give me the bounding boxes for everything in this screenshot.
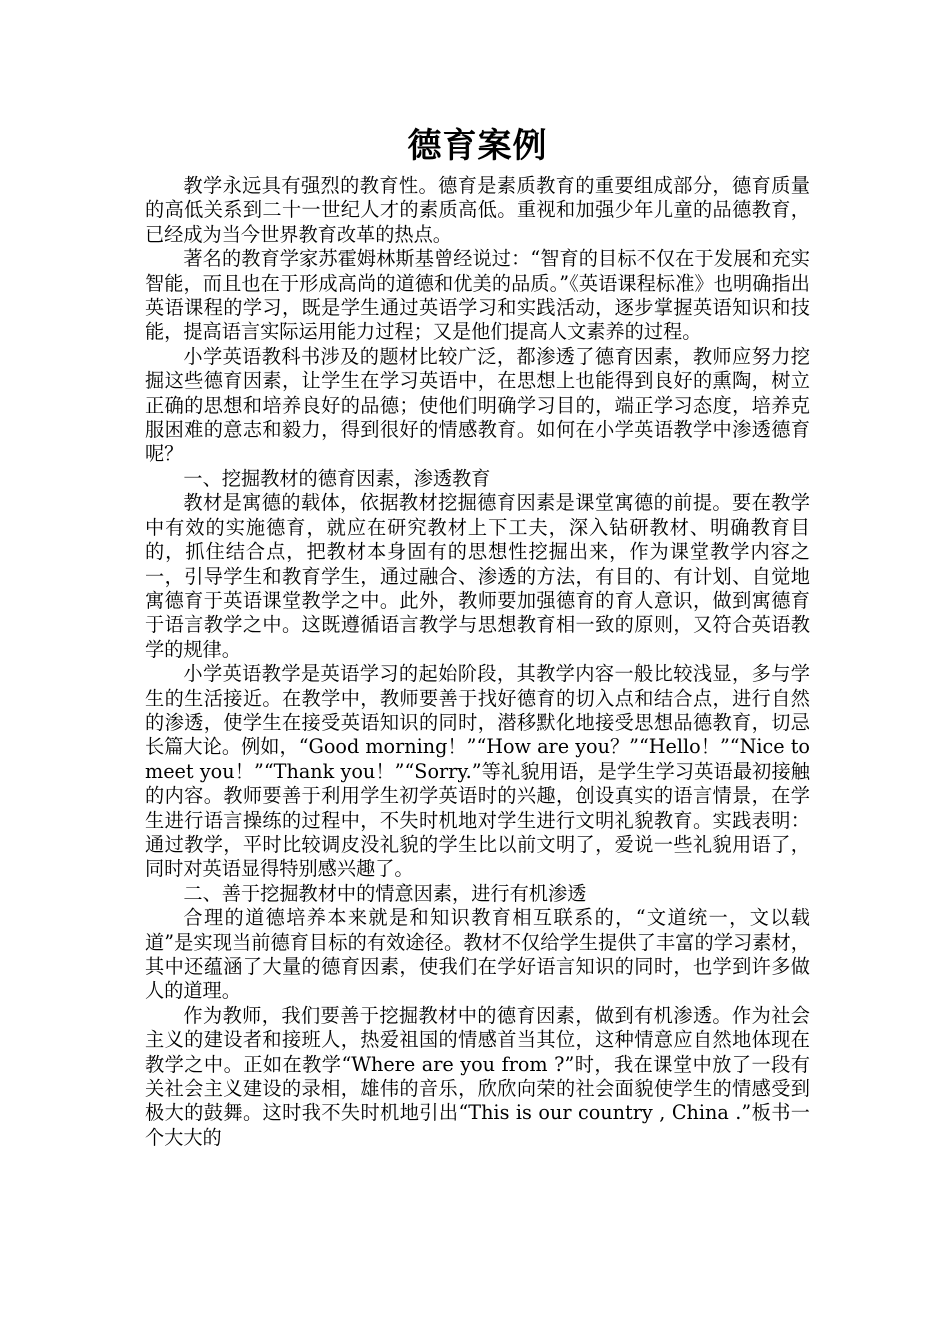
paragraph-5: 小学英语教学是英语学习的起始阶段，其教学内容一般比较浅显，多与学生的生活接近。在教学中，教师要善于找好德育的切入点和结合点，进行自然的渗透，使学生在接受英语知识的同时，潜移默化地接受思想品德教育，切忌长篇大论。例如，“Good morning！”“How are you？”“Hello！”“Nice to meet you！”“Thank you！”“Sorry.”等礼貌用语，是学生学习英语最初接触的内容。教师要善于利用学生初学英语时的兴趣，创设真实的语言情景，在学生进行语言操练的过程中，不失时机地对学生进行文明礼貌教育。实践表明：通过教学，平时比较调皮没礼貌的学生比以前文明了，爱说一些礼貌用语了，同时对英语显得特别感兴趣了。 <box>145 662 810 881</box>
section-heading-1: 一、挖掘教材的德育因素，渗透教育 <box>183 466 491 490</box>
paragraph-2: 著名的教育学家苏霍姆林斯基曾经说过：“智育的目标不仅在于发展和充实智能，而且也在于形成高尚的道德和优美的品质。”《英语课程标准》也明确指出英语课程的学习，既是学生通过英语学习和实践活动，逐步掌握英语知识和技能，提高语言实际运用能力过程；又是他们提高人文素养的过程。 <box>145 247 810 344</box>
paragraph-4: 教材是寓德的载体，依据教材挖掘德育因素是课堂寓德的前提。要在教学中有效的实施德育，就应在研究教材上下工夫，深入钻研教材、明确教育目的，抓住结合点，把教材本身固有的思想性挖掘出来，作为课堂教学内容之一，引导学生和教育学生，通过融合、渗透的方法，有目的、有计划、自觉地寓德育于英语课堂教学之中。此外，教师要加强德育的育人意识，做到寓德育于语言教学之中。这既遵循语言教学与思想教育相一致的原则，又符合英语教学的规律。 <box>145 491 810 661</box>
paragraph-3: 小学英语教科书涉及的题材比较广泛，都渗透了德育因素，教师应努力挖掘这些德育因素，让学生在学习英语中，在思想上也能得到良好的熏陶，树立正确的思想和培养良好的品德；使他们明确学习目的，端正学习态度，培养克服困难的意志和毅力，得到很好的情感教育。如何在小学英语教学中渗透德育呢？ <box>145 344 810 466</box>
paragraph-6: 合理的道德培养本来就是和知识教育相互联系的，“文道统一，文以载道”是实现当前德育目标的有效途径。教材不仅给学生提供了丰富的学习素材，其中还蕴涵了大量的德育因素，使我们在学好语言知识的同时，也学到许多做人的道理。 <box>145 906 810 1003</box>
section-heading-2: 二、善于挖掘教材中的情意因素，进行有机渗透 <box>183 881 587 905</box>
document-title: 德育案例 <box>407 126 548 166</box>
paragraph-1: 教学永远具有强烈的教育性。德育是素质教育的重要组成部分，德育质量的高低关系到二十一世纪人才的素质高低。重视和加强少年儿童的品德教育，已经成为当今世界教育改革的热点。 <box>145 174 810 246</box>
document-page <box>145 120 810 1150</box>
paragraph-7: 作为教师，我们要善于挖掘教材中的德育因素，做到有机渗透。作为社会主义的建设者和接班人，热爱祖国的情感首当其位，这种情意应自然地体现在教学之中。正如在教学“Where are you from ?”时，我在课堂中放了一段有关社会主义建设的录相，雄伟的音乐，欣欣向荣的社会面貌使学生的情感受到极大的鼓舞。这时我不失时机地引出“This is our country , China .”板书一个大大的 <box>145 1003 810 1149</box>
